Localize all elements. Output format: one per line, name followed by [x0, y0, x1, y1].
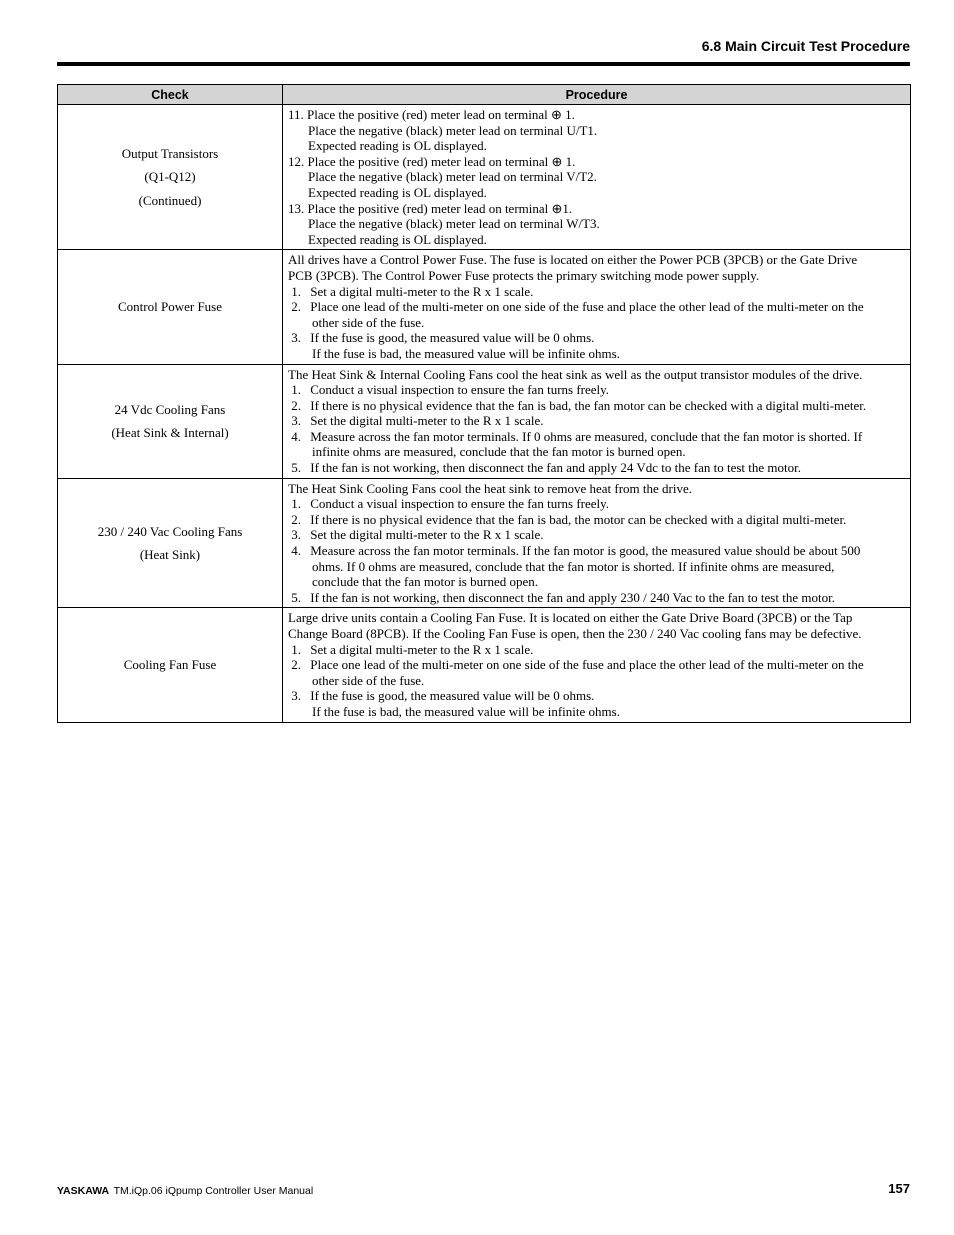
step-number: 3.	[291, 330, 301, 346]
procedure-step	[288, 496, 910, 512]
procedure-line: Expected reading is OL displayed.	[308, 231, 487, 247]
procedure-step	[288, 642, 910, 658]
step-text: Measure across the fan motor terminals. If 0 ohms are measured, conclude that the fan motor is shorted. If	[310, 428, 863, 444]
step-continuation: other side of the fuse.	[312, 314, 425, 330]
step-number: 1.	[291, 283, 301, 299]
procedure-cell	[283, 364, 911, 478]
procedure-step: 13. Place the positive (red) meter lead on terminal ⊕1.	[288, 200, 573, 216]
step-text: Place one lead of the multi-meter on one side of the fuse and place the other lead of the multi-meter on the	[310, 299, 864, 315]
table-row	[58, 478, 911, 608]
table-row	[58, 105, 911, 250]
check-label: (Heat Sink)	[139, 547, 201, 563]
check-cell	[58, 105, 283, 250]
step-continuation: ohms. If 0 ohms are measured, conclude that the fan motor is shorted. If infinite ohms are measured,	[312, 558, 835, 574]
procedure-step	[288, 590, 910, 606]
procedure-cell	[283, 250, 911, 364]
step-continuation: If the fuse is bad, the measured value will be infinite ohms.	[312, 703, 620, 719]
column-header-procedure: Procedure	[283, 85, 911, 105]
procedure-step	[288, 688, 910, 704]
table-header-row	[58, 85, 911, 105]
step-text: Set a digital multi-meter to the R x 1 scale.	[310, 641, 534, 657]
procedure-line: Expected reading is OL displayed.	[308, 138, 487, 154]
page-number: 157	[888, 1181, 910, 1196]
check-label: Cooling Fan Fuse	[123, 657, 217, 673]
page-header	[57, 36, 910, 66]
step-text: Set the digital multi-meter to the R x 1 scale.	[310, 527, 544, 543]
check-label: Control Power Fuse	[118, 299, 222, 315]
procedure-step	[288, 413, 910, 429]
step-text: If the fan is not working, then disconnect the fan and apply 230 / 240 Vac to the fan to test the motor.	[310, 589, 835, 605]
check-label: 24 Vdc Cooling Fans	[114, 401, 226, 417]
procedure-intro: The Heat Sink Cooling Fans cool the heat sink to remove heat from the drive.	[288, 480, 692, 496]
step-number: 2.	[291, 657, 301, 673]
procedure-intro: PCB (3PCB). The Control Power Fuse protects the primary switching mode power supply.	[288, 267, 760, 283]
procedure-step	[288, 382, 910, 398]
step-continuation: conclude that the fan motor is burned open.	[312, 574, 538, 590]
table-row	[58, 364, 911, 478]
procedure-line: Place the negative (black) meter lead on terminal U/T1.	[308, 122, 598, 138]
procedure-step	[288, 657, 910, 673]
check-label: Output Transistors	[121, 145, 219, 161]
procedure-intro: The Heat Sink & Internal Cooling Fans cool the heat sink as well as the output transistor modules of the drive.	[288, 366, 863, 382]
step-number: 3.	[291, 688, 301, 704]
step-text: Conduct a visual inspection to ensure the fan turns freely.	[310, 496, 610, 512]
step-continuation: If the fuse is bad, the measured value will be infinite ohms.	[312, 345, 620, 361]
step-text: Set a digital multi-meter to the R x 1 scale.	[310, 283, 534, 299]
step-text: Measure across the fan motor terminals. If the fan motor is good, the measured value should be about 500	[310, 543, 861, 559]
check-cell	[58, 478, 283, 608]
step-number: 4.	[291, 543, 301, 559]
step-text: If there is no physical evidence that the fan is bad, the fan motor can be checked with a digital multi-meter.	[310, 397, 867, 413]
page-footer	[57, 1181, 910, 1199]
step-text: If the fan is not working, then disconnect the fan and apply 24 Vdc to the fan to test the motor.	[310, 460, 802, 476]
check-label: 230 / 240 Vac Cooling Fans	[97, 523, 243, 539]
step-text: Conduct a visual inspection to ensure the fan turns freely.	[310, 382, 610, 398]
step-text: Place one lead of the multi-meter on one side of the fuse and place the other lead of the multi-meter on the	[310, 657, 864, 673]
procedure-step	[288, 398, 910, 414]
table-row	[58, 608, 911, 722]
step-number: 2.	[291, 511, 301, 527]
procedure-step	[288, 460, 910, 476]
step-number: 2.	[291, 397, 301, 413]
procedure-intro: All drives have a Control Power Fuse. The fuse is located on either the Power PCB (3PCB) or the Gate Drive	[288, 252, 858, 268]
check-label: (Heat Sink & Internal)	[111, 425, 229, 441]
procedure-line: Place the negative (black) meter lead on terminal V/T2.	[308, 169, 597, 185]
step-text: If the fuse is good, the measured value will be 0 ohms.	[310, 688, 595, 704]
procedure-intro: Change Board (8PCB). If the Cooling Fan Fuse is open, then the 230 / 240 Vac cooling fans may be defective.	[288, 626, 862, 641]
column-header-check: Check	[58, 85, 283, 105]
procedure-step	[288, 429, 910, 445]
procedure-cell	[283, 478, 911, 608]
step-number: 5.	[291, 460, 301, 476]
step-number: 5.	[291, 589, 301, 605]
procedure-cell	[283, 608, 911, 722]
check-cell	[58, 250, 283, 364]
procedure-step: 12. Place the positive (red) meter lead on terminal ⊕ 1.	[288, 153, 576, 169]
check-cell	[58, 608, 283, 722]
step-number: 1.	[291, 382, 301, 398]
procedure-intro: Large drive units contain a Cooling Fan Fuse. It is located on either the Gate Drive Board (3PCB) or the Tap	[288, 610, 853, 626]
step-text: Set the digital multi-meter to the R x 1 scale.	[310, 413, 544, 429]
step-number: 1.	[291, 641, 301, 657]
step-text: If there is no physical evidence that the fan is bad, the motor can be checked with a digital multi-meter.	[310, 511, 847, 527]
table-row	[58, 250, 911, 364]
step-number: 3.	[291, 527, 301, 543]
manual-title: TM.iQp.06 iQpump Controller User Manual	[113, 1185, 314, 1197]
procedure-table	[57, 84, 911, 723]
check-cell	[58, 364, 283, 478]
procedure-line: Expected reading is OL displayed.	[308, 184, 487, 200]
procedure-cell	[283, 105, 911, 250]
step-number: 1.	[291, 496, 301, 512]
step-continuation: infinite ohms are measured, conclude that the fan motor is burned open.	[312, 444, 686, 460]
section-title: 6.8 Main Circuit Test Procedure	[701, 38, 910, 54]
check-label: (Q1-Q12)	[144, 169, 196, 185]
step-number: 4.	[291, 428, 301, 444]
procedure-step	[288, 299, 910, 315]
step-number: 2.	[291, 299, 301, 315]
procedure-step	[288, 512, 910, 528]
procedure-line: Place the negative (black) meter lead on terminal W/T3.	[308, 216, 600, 232]
brand-name: YASKAWA	[57, 1185, 110, 1197]
step-number: 3.	[291, 413, 301, 429]
check-label: (Continued)	[138, 192, 202, 208]
procedure-step: 11. Place the positive (red) meter lead on terminal ⊕ 1.	[288, 107, 575, 122]
procedure-step	[288, 543, 910, 559]
step-continuation: other side of the fuse.	[312, 672, 425, 688]
procedure-step	[288, 330, 910, 346]
procedure-step	[288, 527, 910, 543]
procedure-step	[288, 284, 910, 300]
step-text: If the fuse is good, the measured value will be 0 ohms.	[310, 330, 595, 346]
